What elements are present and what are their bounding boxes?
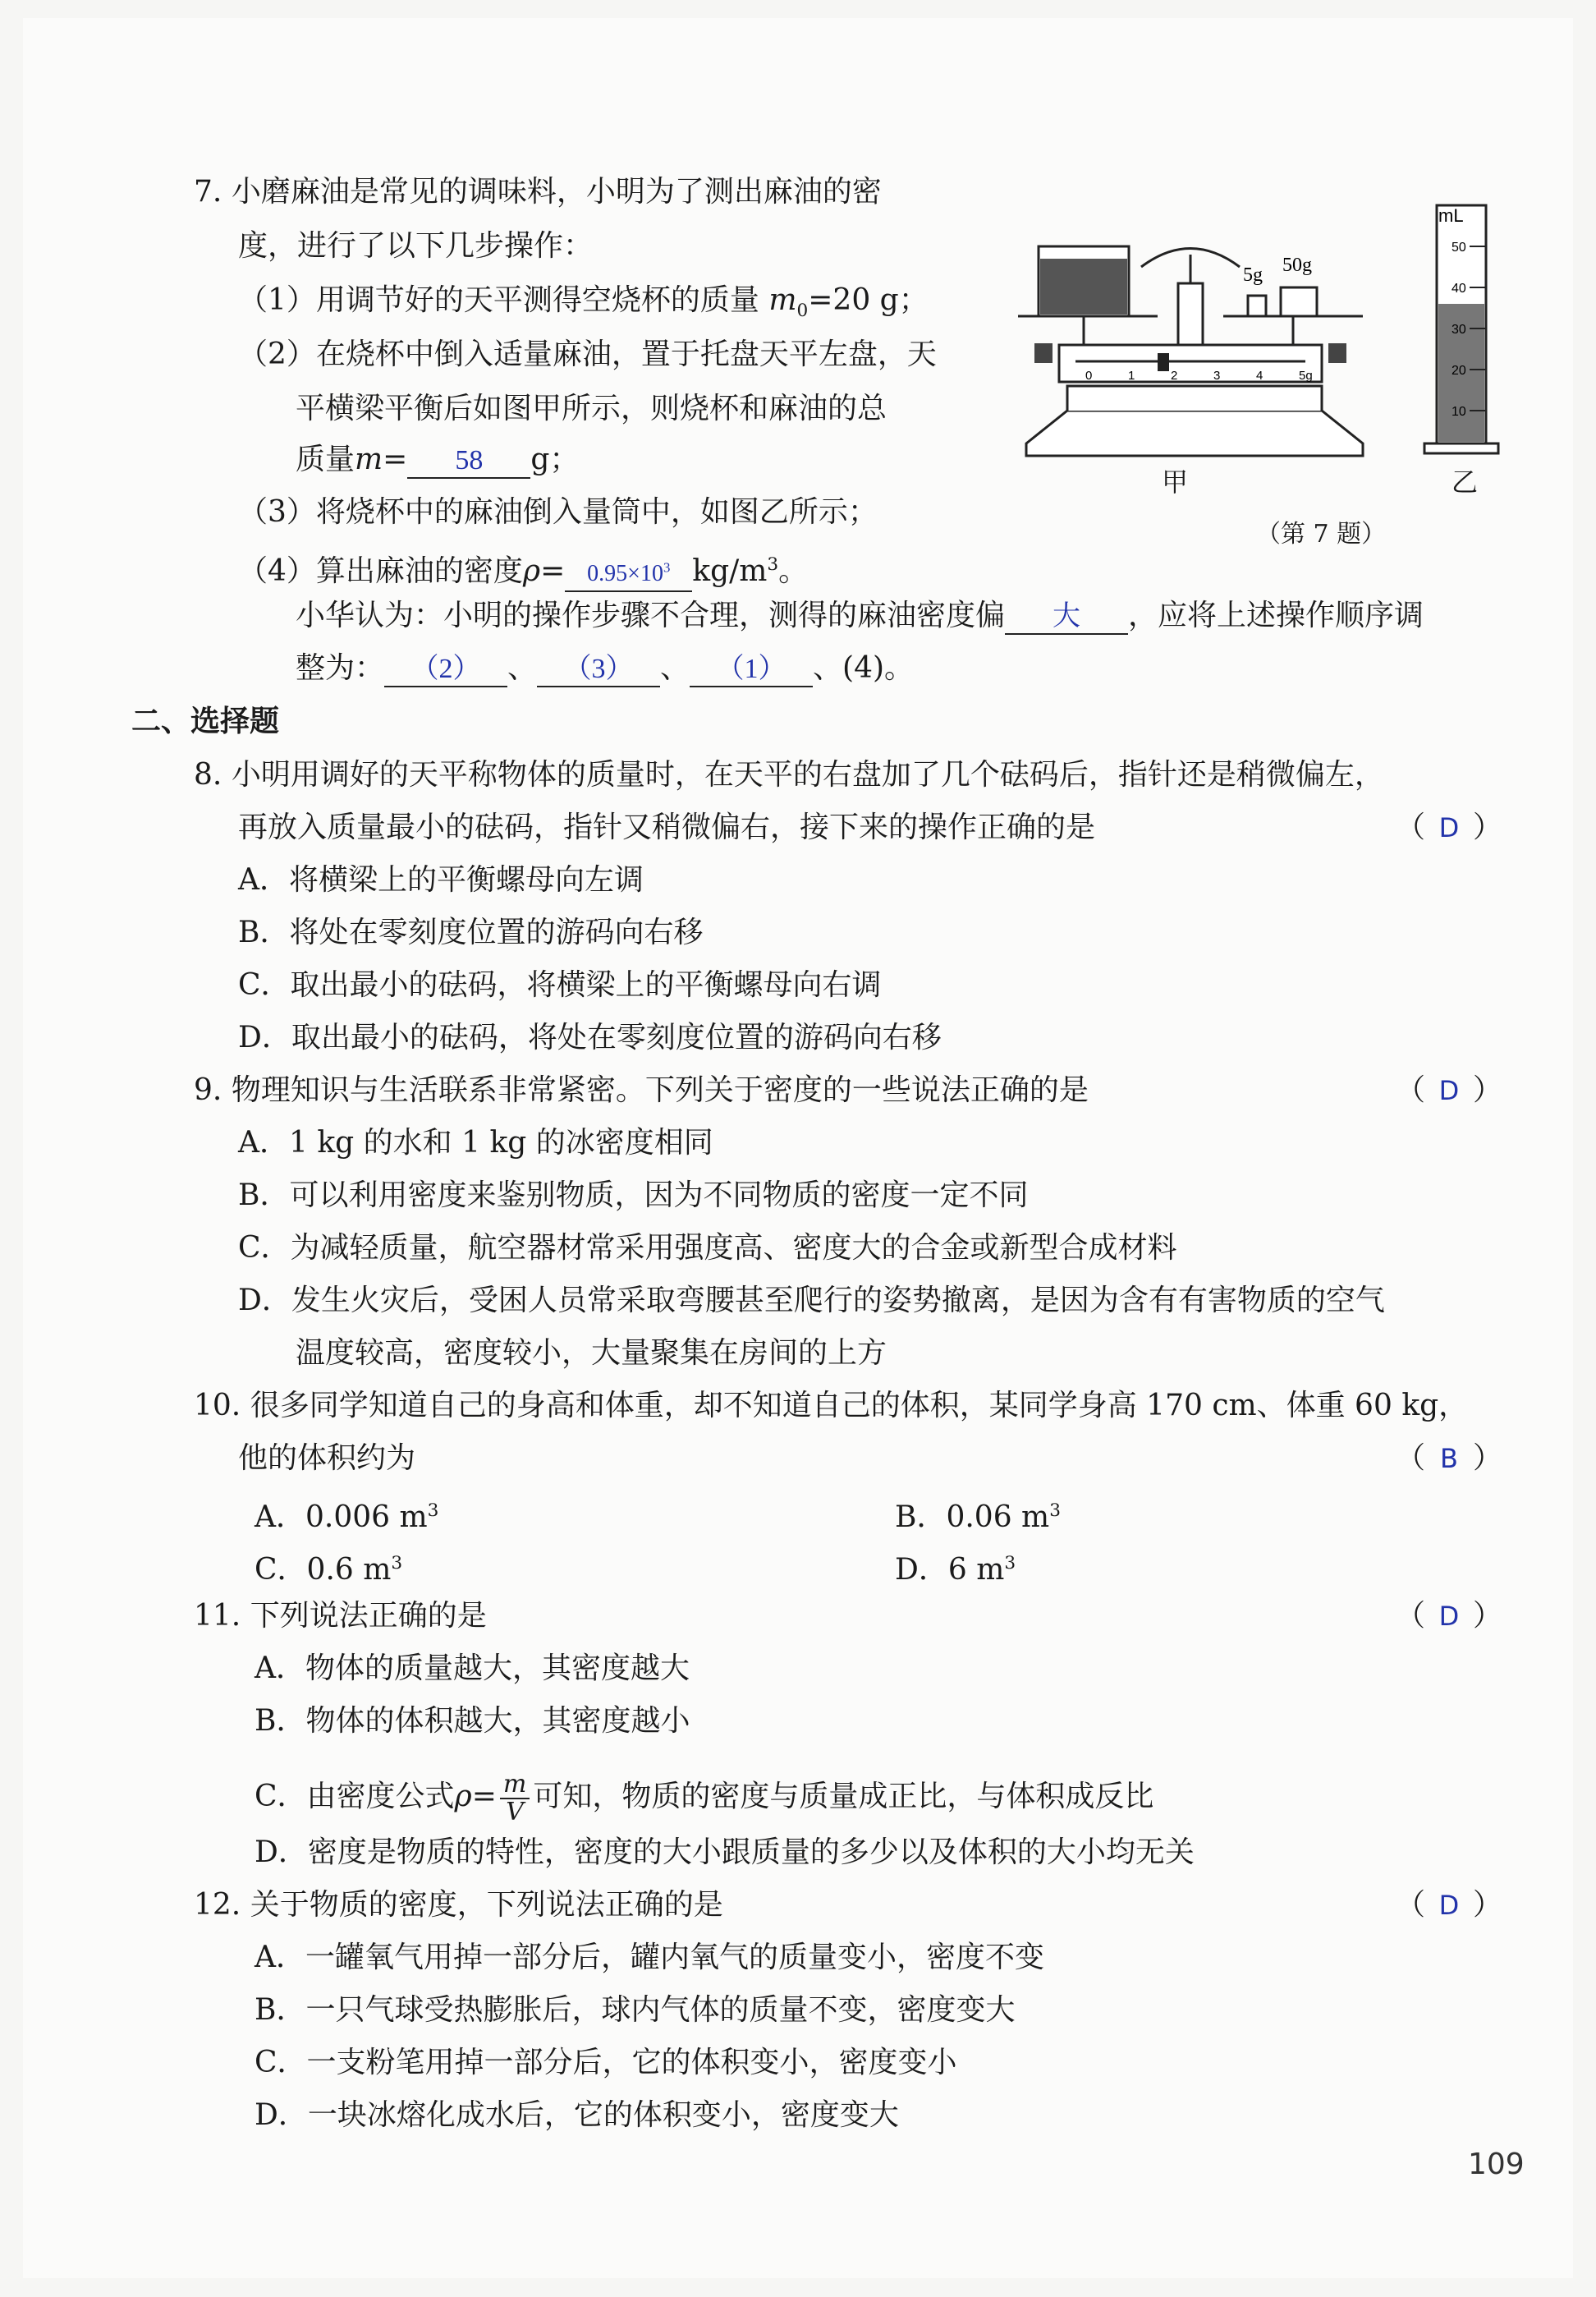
q11-option-c: C．由密度公式ρ= $\frac{m}{V}$ 可知，物质的密度与质量成正比，与体积成反比 [255,1770,1154,1826]
q12-answer: D [1438,1890,1460,1921]
q7-step2-line1: （2）在烧杯中倒入适量麻油，置于托盘天平左盘，天 [238,338,937,371]
q12-answer-bracket: （ D ） [1396,1886,1502,1925]
balance-tick-label: 2 [1171,369,1178,383]
q7-step2-line3: 质量m= 58 g； [296,440,579,480]
q8-line2: 再放入质量最小的砝码，指针又稍微偏右，接下来的操作正确的是 [238,811,1096,844]
q7-answer-bias: 大 [1053,601,1081,632]
q10-line2: 他的体积约为 [238,1441,416,1475]
cylinder-tick-label: 40 [1452,282,1466,296]
q11-option-d: D．密度是物质的特性，密度的大小跟质量的多少以及体积的大小均无关 [255,1835,1195,1869]
q10-line1: 10. 很多同学知道自己的身高和体重，却不知道自己的体积，某同学身高 170 cm、体重 60 kg， [194,1389,1469,1422]
q11-option-b: B．物体的体积越大，其密度越小 [255,1704,690,1738]
q8-option-b: B．将处在零刻度位置的游码向右移 [238,916,704,949]
q7-line1: 7. 小磨麻油是常见的调味料，小明为了测出麻油的密 [194,175,882,209]
q7-answer-density: $0.95\times 10^3$ [587,559,671,586]
q9-option-d-line2: 温度较高，密度较小，大量聚集在房间的上方 [296,1336,887,1370]
page-number: 109 [1468,2148,1525,2181]
balance-tick-label: 1 [1128,369,1135,383]
figure-label-yi: 乙 [1452,466,1479,498]
q12-option-a: A．一罐氧气用掉一部分后，罐内氧气的质量变小，密度不变 [255,1941,1044,1974]
q10-option-a: A．0.006 $m^3$ [255,1500,439,1534]
q8-option-a: A．将横梁上的平衡螺母向左调 [238,863,644,897]
q12-option-c: C．一支粉笔用掉一部分后，它的体积变小，密度变小 [255,2046,957,2079]
weight-50g-label: 50g [1282,255,1312,276]
q11-option-a: A．物体的质量越大，其密度越大 [255,1652,690,1685]
q9-option-a: A．1 kg 的水和 1 kg 的冰密度相同 [238,1126,713,1160]
q10-answer: B [1440,1443,1458,1474]
q8-answer: D [1438,812,1460,843]
q11-answer: D [1438,1601,1460,1632]
balance-tick-label: 0 [1085,369,1093,383]
q10-option-d: D．6 $m^3$ [895,1553,1016,1587]
q7-step4: （4）算出麻油的密度$\rho= 0.95\times 10^3$ $kg/m^3$。 [238,545,808,592]
q12-option-d: D．一块冰熔化成水后，它的体积变小，密度变大 [255,2098,899,2132]
q10-answer-bracket: （ B ） [1396,1439,1502,1478]
cylinder-unit-label: mL [1438,205,1464,226]
q7-order: 整为： （2） 、 （3） 、 （1） 、(4)。 [296,649,914,688]
cylinder-tick-label: 30 [1452,323,1466,337]
cylinder-tick-label: 10 [1452,405,1466,419]
cylinder-tick-label: 50 [1452,241,1466,255]
balance-tick-label: 4 [1256,369,1264,383]
q12-line1: 12. 关于物质的密度，下列说法正确的是 [194,1888,723,1922]
q8-line1: 8. 小明用调好的天平称物体的质量时，在天平的右盘加了几个砝码后，指针还是稍微偏左， [194,758,1384,792]
q7-step3: （3）将烧杯中的麻油倒入量筒中，如图乙所示； [238,495,878,529]
weight-5g-label: 5g [1243,264,1263,286]
figure-label-jia: 甲 [1162,466,1189,498]
q9-option-d-line1: D．发生火灾后，受困人员常采取弯腰甚至爬行的姿势撤离，是因为含有有害物质的空气 [238,1284,1385,1317]
section-title: 二、选择题 [131,705,280,738]
q7-order-3: （1） [716,654,787,684]
q8-option-d: D．取出最小的砝码，将处在零刻度位置的游码向右移 [238,1021,942,1054]
q8-answer-bracket: （ D ） [1396,808,1502,848]
q8-option-c: C．取出最小的砝码，将横梁上的平衡螺母向右调 [238,968,882,1002]
q10-option-b: B．0.06 $m^3$ [895,1500,1061,1534]
figure-caption: （第 7 题） [1256,520,1387,549]
balance-illustration [1018,246,1363,456]
q7-line2: 度，进行了以下几步操作： [238,229,594,263]
balance-tick-label: 3 [1213,369,1221,383]
q12-option-b: B．一只气球受热膨胀后，球内气体的质量不变，密度变大 [255,1993,1016,2027]
q7-order-2: （3） [563,654,634,684]
q9-answer-bracket: （ D ） [1396,1071,1502,1110]
q10-option-c: C．0.6 $m^3$ [255,1553,403,1587]
q9-line1: 9. 物理知识与生活联系非常紧密。下列关于密度的一些说法正确的是 [194,1073,1089,1107]
balance-tick-label: 5g [1299,369,1313,383]
q7-step1: （1）用调节好的天平测得空烧杯的质量 $m_0=20$ g； [238,283,929,322]
q7-answer-mass: 58 [455,445,484,475]
q9-option-b: B．可以利用密度来鉴别物质，因为不同物质的密度一定不同 [238,1178,1029,1212]
q11-answer-bracket: （ D ） [1396,1596,1502,1636]
q7-xiaohua: 小华认为：小明的操作步骤不合理，测得的麻油密度偏 大 ，应将上述操作顺序调 [296,596,1424,636]
cylinder-tick-label: 20 [1452,364,1466,378]
density-formula-fraction: $\frac{m}{V}$ [500,1771,530,1826]
q11-line1: 11. 下列说法正确的是 [194,1599,487,1633]
q9-option-c: C．为减轻质量，航空器材常采用强度高、密度大的合金或新型合成材料 [238,1231,1177,1265]
q7-step2-line2: 平横梁平衡后如图甲所示，则烧杯和麻油的总 [296,392,887,425]
q7-order-1: （2） [410,654,481,684]
q9-answer: D [1438,1075,1460,1106]
